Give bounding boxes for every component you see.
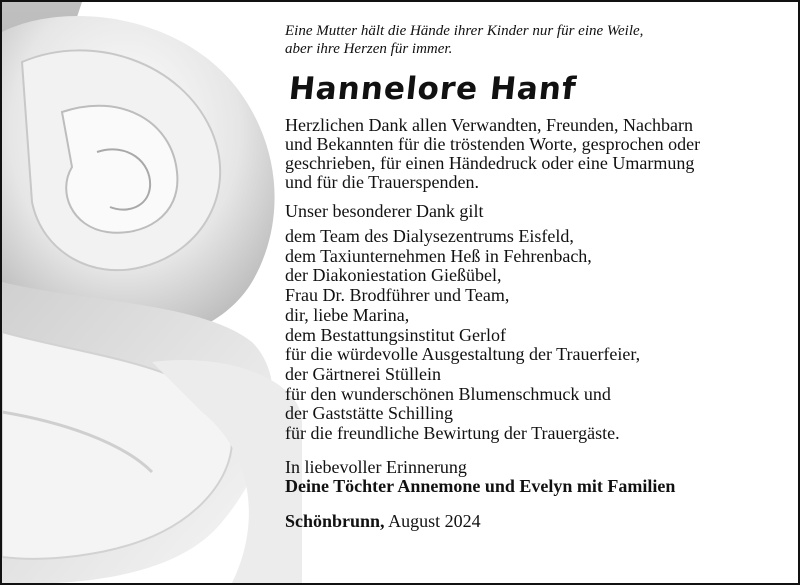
intro-line: und für die Trauerspenden. [285,172,479,192]
intro-paragraph [285,116,785,192]
quote-line: aber ihre Herzen für immer. [285,41,453,57]
date: August 2024 [388,510,481,531]
thanks-line: für den wunderschönen Blumenschmuck und [285,383,611,404]
thanks-line: dem Team des Dialysezentrums Eisfeld, [285,226,574,246]
white-rose-image [2,2,302,583]
closing-line: In liebevoller Erinnerung [285,456,467,477]
place: Schönbrunn, [285,510,385,531]
obituary-text [285,22,785,531]
quote-line: Eine Mutter hält die Hände ihrer Kinder nur für eine Weile, [285,23,644,39]
thanks-line: Frau Dr. Brodführer und Team, [285,285,510,306]
thanks-line: dem Bestattungsinstitut Gerlof [285,324,506,345]
special-thanks-heading: Unser besonderer Dank gilt [285,201,484,221]
family-signature: Deine Töchter Annemone und Evelyn mit Familien [285,475,676,496]
thanks-list [285,227,785,444]
intro-line: geschrieben, für einen Händedruck oder eine Umarmung [285,153,695,173]
thanks-line: der Gärtnerei Stüllein [285,363,441,384]
thanks-line: für die würdevolle Ausgestaltung der Trauerfeier, [285,344,641,365]
intro-line: Herzlichen Dank allen Verwandten, Freunden, Nachbarn [285,115,694,135]
thanks-line: für die freundliche Bewirtung der Trauergäste. [285,423,620,444]
intro-line: und Bekannten für die tröstenden Worte, gesprochen oder [285,134,701,154]
thanks-line: dir, liebe Marina, [285,304,410,325]
thanks-line: der Gaststätte Schilling [285,403,453,424]
thanks-line: dem Taxiunternehmen Heß in Fehrenbach, [285,245,592,266]
thanks-line: der Diakoniestation Gießübel, [285,265,502,286]
deceased-name: Hannelore Hanf [287,71,579,107]
place-date [285,512,785,531]
